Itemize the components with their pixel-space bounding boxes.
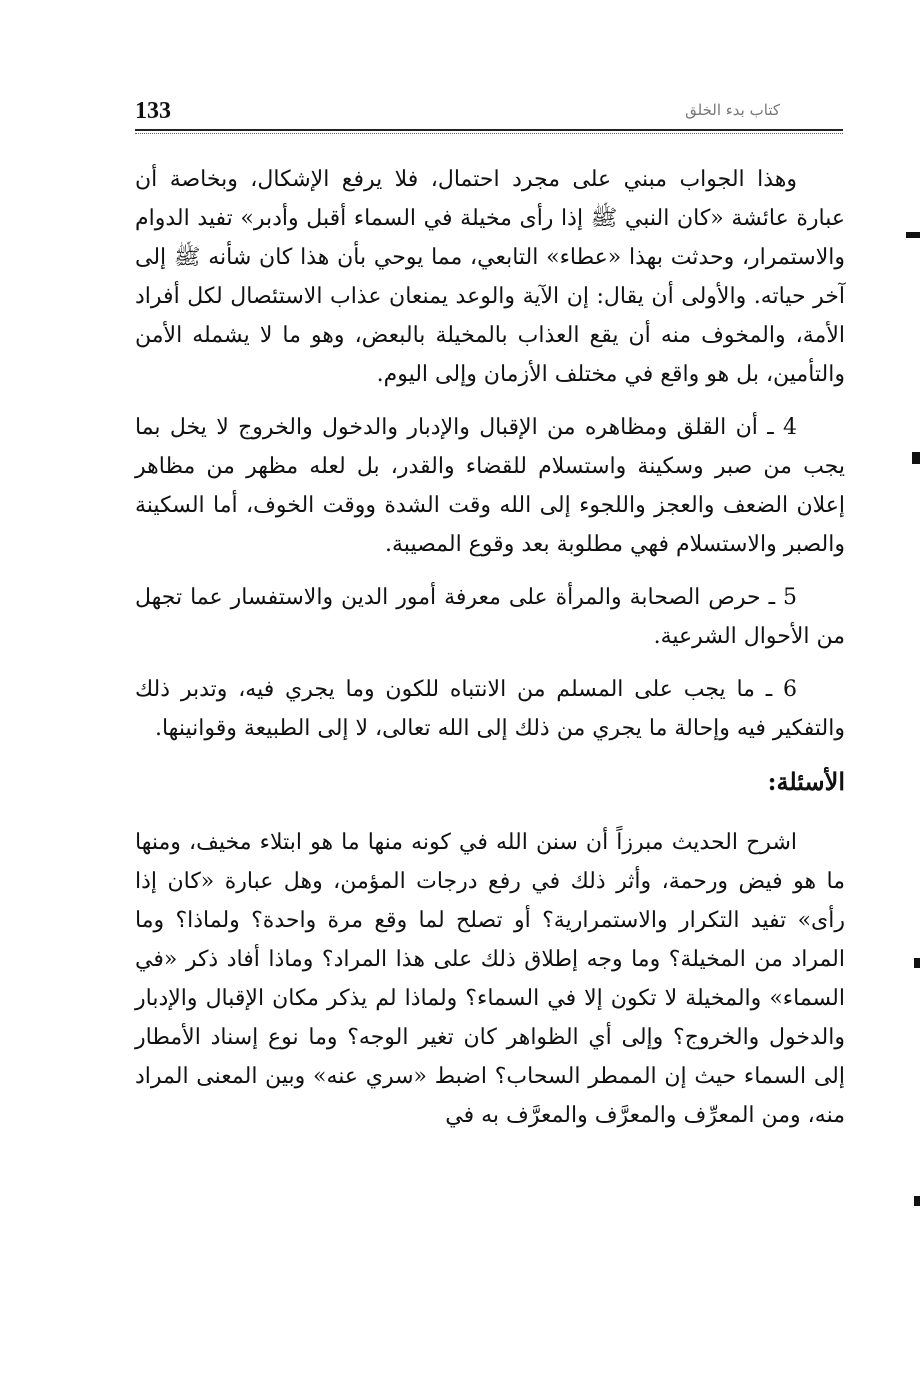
questions-paragraph: اشرح الحديث مبرزاً أن سنن الله في كونه منها ما هو ابتلاء مخيف، ومنها ما هو فيض ورحمة، وأثر ذلك في رفع درجات المؤمن، وهل عبارة «كان إذا رأى» تفيد التكرار والاستمرارية؟ أو تصلح لما وقع مرة واحدة؟ ولماذا؟ وما المراد من المخيلة؟ وما وجه إطلاق ذلك على هذا المراد؟ وماذا أفاد ذكر «في السماء» والمخيلة لا تكون إلا في السماء؟ ولماذا لم يذكر مكان الإقبال والإدبار والدخول والخروج؟ وإلى أي الظواهر كان تغير الوجه؟ وما نوع إسناد الأمطار إلى السماء حيث إن الممطر السحاب؟ اضبط «سري عنه» وبين المعنى المراد منه، ومن المعرِّف والمعرَّف والمعرَّف به في: [135, 830, 845, 1128]
page-number: 133: [135, 98, 171, 124]
header-rule: [135, 129, 843, 131]
paragraph: وهذا الجواب مبني على مجرد احتمال، فلا يرفع الإشكال، وبخاصة أن عبارة عائشة «كان النبي ﷺ إذا رأى مخيلة في السماء أقبل وأدبر» تفيد الدوام والاستمرار، وحدثت بهذا «عطاء» التابعي، مما يوحي بأن هذا كان شأنه ﷺ إلى آخر حياته. والأولى أن يقال: إن الآية والوعد يمنعان عذاب الاستئصال لكل أفراد الأمة، والمخوف منه أن يقع العذاب بالمخيلة بالبعض، وهو ما لا يشمله الأمن والتأمين، بل هو واقع في مختلف الأزمان وإلى اليوم.: [135, 167, 845, 387]
numbered-point-4: 4 ـ أن القلق ومظاهره من الإقبال والإدبار والدخول والخروج لا يخل بما يجب من صبر وسكينة واستسلام للقضاء والقدر، بل لعله مظهر من مظاهر إعلان الضعف والعجز واللجوء إلى الله وقت الشدة ووقت الخوف، أما السكينة والصبر والاستسلام فهي مطلوبة بعد وقوع المصيبة.: [135, 415, 845, 557]
numbered-point-5: 5 ـ حرص الصحابة والمرأة على معرفة أمور الدين والاستفسار عما تجهل من الأحوال الشرعية.: [135, 585, 845, 649]
section-heading: الأسئلة:: [767, 767, 845, 796]
margin-mark: [914, 1196, 920, 1206]
margin-mark: [914, 958, 920, 968]
header-rule-dotted: [135, 133, 843, 134]
page-body: [135, 160, 845, 1149]
margin-mark: [912, 452, 920, 464]
running-head: كتاب بدء الخلق: [685, 101, 780, 119]
numbered-point-6: 6 ـ ما يجب على المسلم من الانتباه للكون وما يجري فيه، وتدبر ذلك والتفكير فيه وإحالة ما يجري من ذلك إلى الله تعالى، لا إلى الطبيعة وقوانينها.: [135, 677, 845, 741]
margin-mark: [906, 232, 920, 238]
